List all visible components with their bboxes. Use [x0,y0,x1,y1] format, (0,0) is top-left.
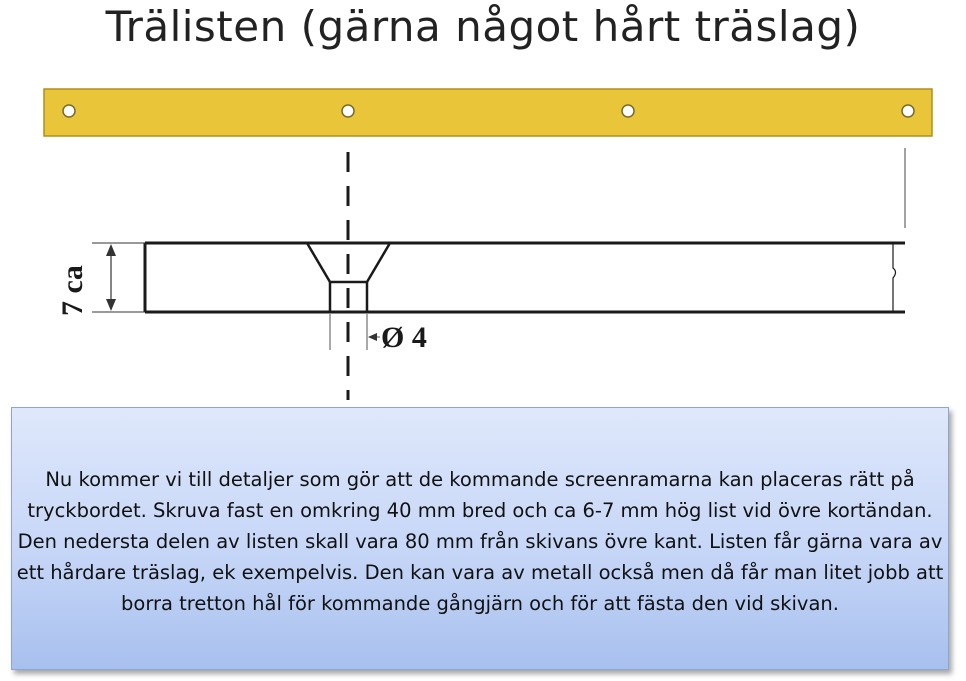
screw-hole [63,105,75,117]
slide-title: Trälisten (gärna något hårt träslag) [105,2,861,51]
wood-strip-top-view [44,89,932,136]
strip-cross-section [145,243,905,312]
diameter-label: Ø 4 [381,321,427,354]
screw-hole [902,105,914,117]
description-box [11,407,949,670]
diameter-dimension [330,314,380,350]
screw-hole [342,105,354,117]
description-text: Nu kommer vi till detaljer som gör att de kommande screenramarna kan placeras rätt på tryckbordet. Skruva fast en omkring 40 mm bred och ca 6-7 mm hög list vid övre kortändan. Den nedersta delen av listen skall vara 80 mm från skivans övre kant. Listen får gärna vara av ett hårdare träslag, ek exempelvis. Den kan vara av metall också men då får man litet jobb att borra tretton hål för kommande gångjärn och för att fästa den vid skivan. [16,468,944,615]
height-dimension [92,243,145,312]
screw-hole [622,105,634,117]
height-label: 7 ca [56,265,89,316]
